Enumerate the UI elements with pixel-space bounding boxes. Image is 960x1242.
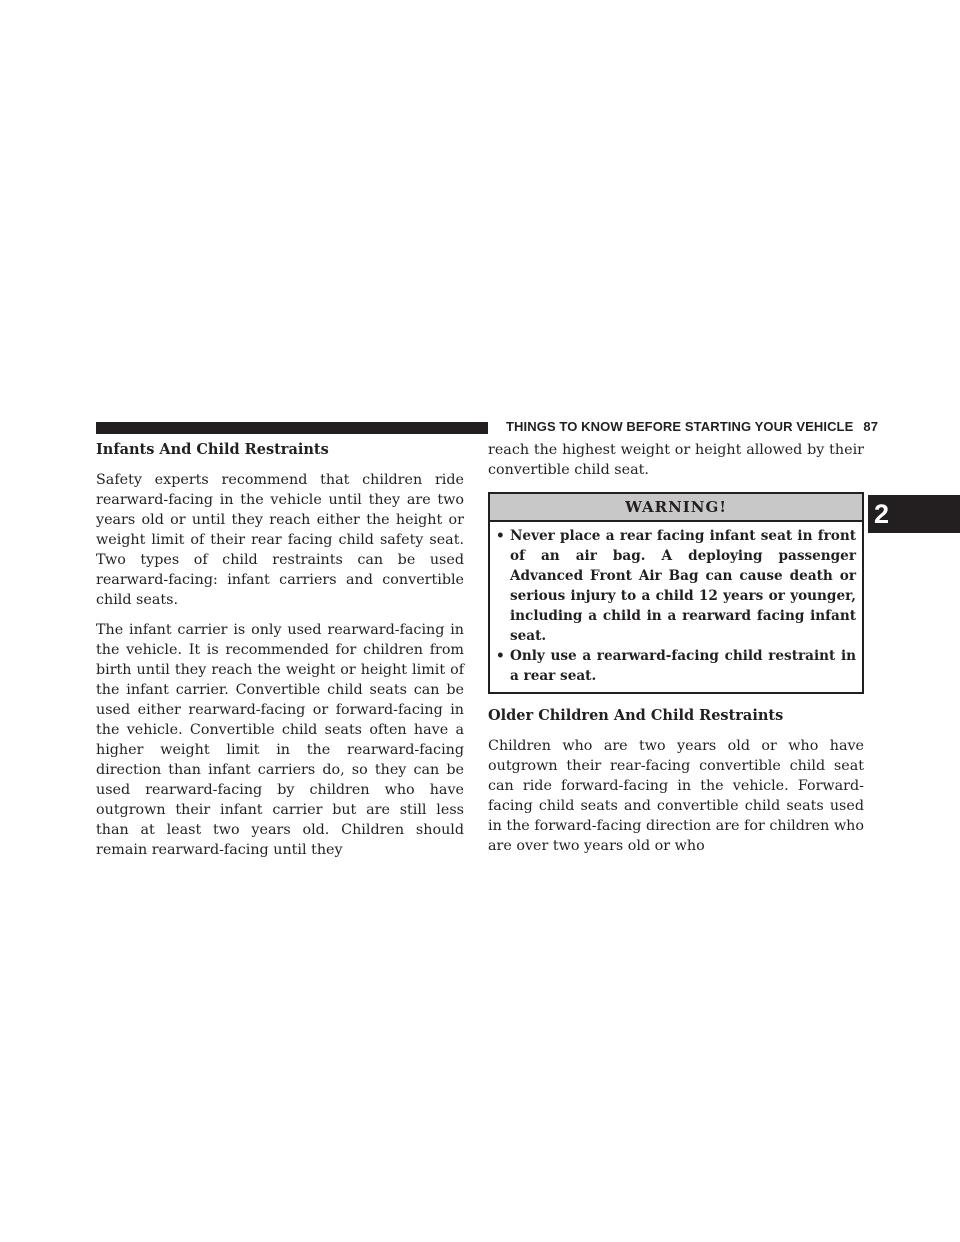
header-title: THINGS TO KNOW BEFORE STARTING YOUR VEHICLE bbox=[506, 419, 854, 434]
paragraph-infant-carrier: The infant carrier is only used rearward-facing in the vehicle. It is recommended for children from birth until they reach the weight or height limit of the infant carrier. Convertible child seats can be used either rearward-facing or forward-facing in the vehicle. Convertible child seats often have a higher weight limit in the rearward-facing direction than infant carriers do, so they can be used rearward-facing by children who have outgrown their infant carrier but are still less than at least two years old. Children should remain rearward-facing until they bbox=[96, 622, 464, 858]
bullet-icon: • bbox=[496, 648, 505, 664]
running-header bbox=[506, 419, 879, 434]
warning-list bbox=[490, 522, 862, 692]
section-heading-infants: Infants And Child Restraints bbox=[96, 441, 329, 458]
header-rule bbox=[96, 422, 488, 434]
page-number: 87 bbox=[863, 419, 879, 434]
paragraph-older-children: Children who are two years old or who have outgrown their rear-facing convertible child seat can ride forward-facing in the vehicle. Forward-facing child seats and convertible child seats used in the forward-facing direction are for children who are over two years old or who bbox=[488, 738, 864, 854]
bullet-icon: • bbox=[496, 528, 505, 544]
chapter-tab: 2 bbox=[868, 495, 960, 533]
warning-item bbox=[496, 526, 856, 646]
warning-item-text: Only use a rearward-facing child restraint in a rear seat. bbox=[510, 648, 856, 684]
left-column bbox=[96, 440, 464, 870]
warning-item bbox=[496, 646, 856, 686]
warning-box bbox=[488, 492, 864, 694]
warning-title: WARNING! bbox=[490, 494, 862, 522]
section-heading-older-children: Older Children And Child Restraints bbox=[488, 707, 784, 724]
paragraph-continuation: reach the highest weight or height allowed by their convertible child seat. bbox=[488, 442, 864, 478]
paragraph-safety-experts: Safety experts recommend that children ride rearward-facing in the vehicle until they are two years old or until they reach either the height or weight limit of their rear facing child safety seat. Two types of child restraints can be used rearward-facing: infant carriers and convertible child seats. bbox=[96, 472, 464, 608]
right-column bbox=[488, 440, 864, 866]
warning-item-text: Never place a rear facing infant seat in front of an air bag. A deploying passenger Advanced Front Air Bag can cause death or serious injury to a child 12 years or younger, including a child in a rearward facing infant seat. bbox=[510, 528, 856, 644]
